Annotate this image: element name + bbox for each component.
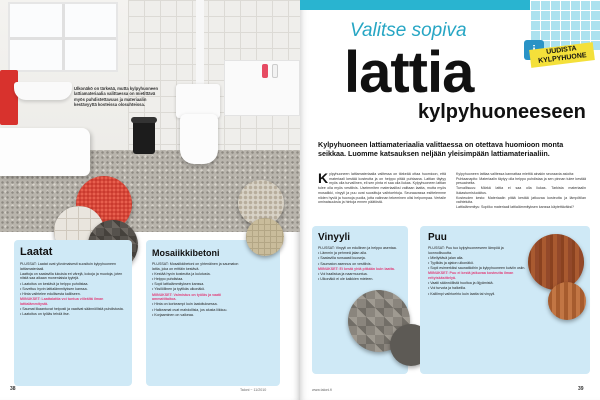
floor-sample-wood — [528, 234, 584, 290]
column-item: Kosteuden kesto: Materiaalin pitää kestää jatkuvaa kosteutta ja lämpötilan vaihteluita. — [456, 195, 586, 205]
box-line: • Helppo puhdistaa. — [152, 276, 184, 281]
article-lead: Kylpyhuoneen lattiamateriaalia valittaessa on otettava huomioon monta seikkaa. Luomme katsauksen neljään yleisimpään lattiamateriaaliin. — [318, 140, 564, 158]
box-line: • Ulkonäkö ei ole kaikkien mieleen. — [318, 277, 374, 282]
box-line: • Kalliimpi vaihtoehto kuin laatta tai vinyyli. — [428, 291, 496, 296]
column-item: Lattialämmitys: Sopiiko materiaali lattialämmityksen kanssa käytettäväksi? — [456, 204, 575, 209]
box-line: MIINUKSET: Puu ei kestä jatkuvaa kosteutta ilman erityiskäsittelyä. — [428, 271, 514, 280]
box-line: • Saumat likaantuvat helposti ja vaativat säännöllistä puhdistusta. — [20, 306, 124, 311]
box-line: • Soveltuu hyvin lattialämmityksen kanssa. — [20, 286, 88, 291]
box-line: • Laatoitus on kestävä ja helppo puhdistaa. — [20, 281, 89, 286]
box-line: • Kestää hyvin kosteutta ja kulutusta. — [152, 271, 211, 276]
box-title: Vinyyli — [318, 232, 351, 243]
sink — [14, 82, 72, 100]
floor-sample-wood-light — [548, 282, 586, 320]
box-title: Mosaiikkibetoni — [152, 248, 220, 258]
column-item: Puhtaanapito: Materiaalin täytyy olla helppo puhdistaa ja sen pinnan tulee kestää pesuaineita. — [456, 176, 586, 186]
bottle — [272, 64, 278, 78]
box-body — [20, 262, 126, 317]
box-line: • Saumaton asennus on vesitiivis. — [318, 261, 372, 266]
window — [8, 2, 118, 72]
article-subtitle: kylpyhuoneeseen — [418, 101, 586, 123]
box-line: MIINUKSET: Valmistus on työläs ja vaatii ammattitaitoa. — [152, 292, 222, 302]
info-box-laatat — [14, 240, 132, 386]
page-footer: Taloni ~ 11/2010 — [240, 388, 267, 392]
box-line: • Halkeamat ovat mahdollisia, jos alusta liikkuu. — [152, 307, 228, 312]
article-column-1 — [318, 172, 446, 205]
drop-cap: K — [318, 170, 329, 186]
box-line: PLUSSAT: Puu tuo kylpyhuoneeseen lämpöä ja luonnollisuutta. — [428, 246, 504, 255]
page-number: 38 — [10, 386, 16, 392]
box-line: • Lämmin ja pehmeä jalan alla. — [318, 251, 368, 256]
box-line: • Tyylikäs ja ajaton ulkonäkö. — [428, 260, 474, 265]
box-line: PLUSSAT: Laatat ovat ylivoimaisesti suosituin kylpyhuoneen lattiamateriaali. — [20, 262, 117, 271]
article-kicker: Valitse sopiva — [350, 20, 467, 41]
bottle — [262, 64, 268, 78]
mirror-light — [196, 0, 204, 90]
trash-bin — [133, 120, 155, 154]
box-line: • Voi haalistua ja naarmuuntua. — [318, 271, 368, 276]
info-box-mosaiikki — [146, 240, 280, 386]
box-line: • Yksilöllinen ja tyylikäs ulkonäkö. — [152, 287, 206, 292]
box-line: • Sopii esimerkiksi saunatiloihin ja kylpyhuoneen kuiviin osiin. — [428, 266, 526, 271]
box-line: MIINUKSET: Laattalattia voi tuntua viileältä ilman lattialämmitystä. — [20, 297, 104, 306]
box-line: • Hinta on korkeampi kuin laatoituksessa. — [152, 302, 218, 307]
box-line: Laattoja on saatavilla lukuisia eri värejä, kokoja ja muotoja, joten niistä saa aikaan monenlaisia tyylejä. — [20, 271, 123, 281]
photo-caption: Ulkonäkö on tärkeää, mutta kylpyhuoneen lattiamateriaalia valittaessa on mietittävä myös puhdistettavuus ja materiaalin kestävyyttä kosteissa olosuhteissa. — [74, 86, 159, 107]
box-line: • Miellyttävä jalan alla. — [428, 255, 464, 260]
toilet-tank — [176, 84, 220, 118]
page-footer: www.taloni.fi — [312, 388, 332, 392]
box-body — [152, 262, 240, 318]
article-title: lattia — [344, 40, 474, 105]
box-line: • Sopii lattialämmityksen kanssa. — [152, 282, 205, 287]
box-title: Puu — [428, 232, 447, 243]
bathtub — [0, 128, 90, 176]
floor-sample-mosaic-beige — [246, 218, 284, 256]
box-line: PLUSSAT: Mosaiikkibetoni on yhtenäinen ja saumaton lattia, joka on erittäin kestävä. — [152, 262, 239, 271]
box-line: MIINUKSET: Ei kestä yhtä pitkään kuin laatta. — [318, 266, 395, 271]
column-intro: Kylpyhuoneen lattiaa valitessa kannattaa miettiä ainakin seuraavia asioita: — [456, 172, 575, 176]
page-number: 39 — [578, 386, 584, 392]
column-item: Turvallisuus: Märkä lattia ei saa olla liukas. Tarkista materiaalin liukastumisluokitus. — [456, 186, 586, 195]
article-column-2 — [456, 172, 586, 210]
box-body — [318, 246, 402, 282]
box-line: • Vaatii säännöllistä huoltoa ja öljyämistä. — [428, 281, 494, 286]
column-text: ylpyhuoneen lattiamateriaalia valitessa on tärkeää ottaa huomioon, että materiaali kestää kosteutta ja on helppo pitää puhtaana. Lattian täytyy myös olla turvallinen, eli sen pinta ei saa olla liukas. Kylpyhuoneen lattian tulee olla myös vesitiivis. Useimmiten materiaaliksi valitaan laatta, mutta myös mosaiikki, vinyyli ja puu ovat suosittuja vaihtoehtoja. Seuraavassa esittelemme niiden hyviä ja huonoja puolia, jotta valinnan tekeminen olisi helpompaa. Vertaile ominaisuuksia ja hintoja ennen päätöstä. — [318, 172, 446, 205]
box-line: • Saatavilla runsaasti kuoseja. — [318, 256, 366, 261]
box-line: • Korjaaminen on vaikeaa. — [152, 312, 194, 317]
box-line: • Voi turvota ja halkeilla. — [428, 286, 467, 291]
box-title: Laatat — [20, 246, 53, 258]
box-line: PLUSSAT: Vinyyli on edullinen ja helppo asentaa. — [318, 246, 397, 250]
towel — [0, 70, 18, 125]
toilet-bowl — [180, 114, 218, 164]
box-line: • Laatoitus on työläs tehdä itse. — [20, 312, 70, 317]
box-body — [428, 246, 528, 297]
box-line: • Hinta vaihtelee edullisesta kalliiseen. — [20, 291, 81, 296]
section-badge: UUDISTA KYLPYHUONE — [529, 42, 595, 68]
